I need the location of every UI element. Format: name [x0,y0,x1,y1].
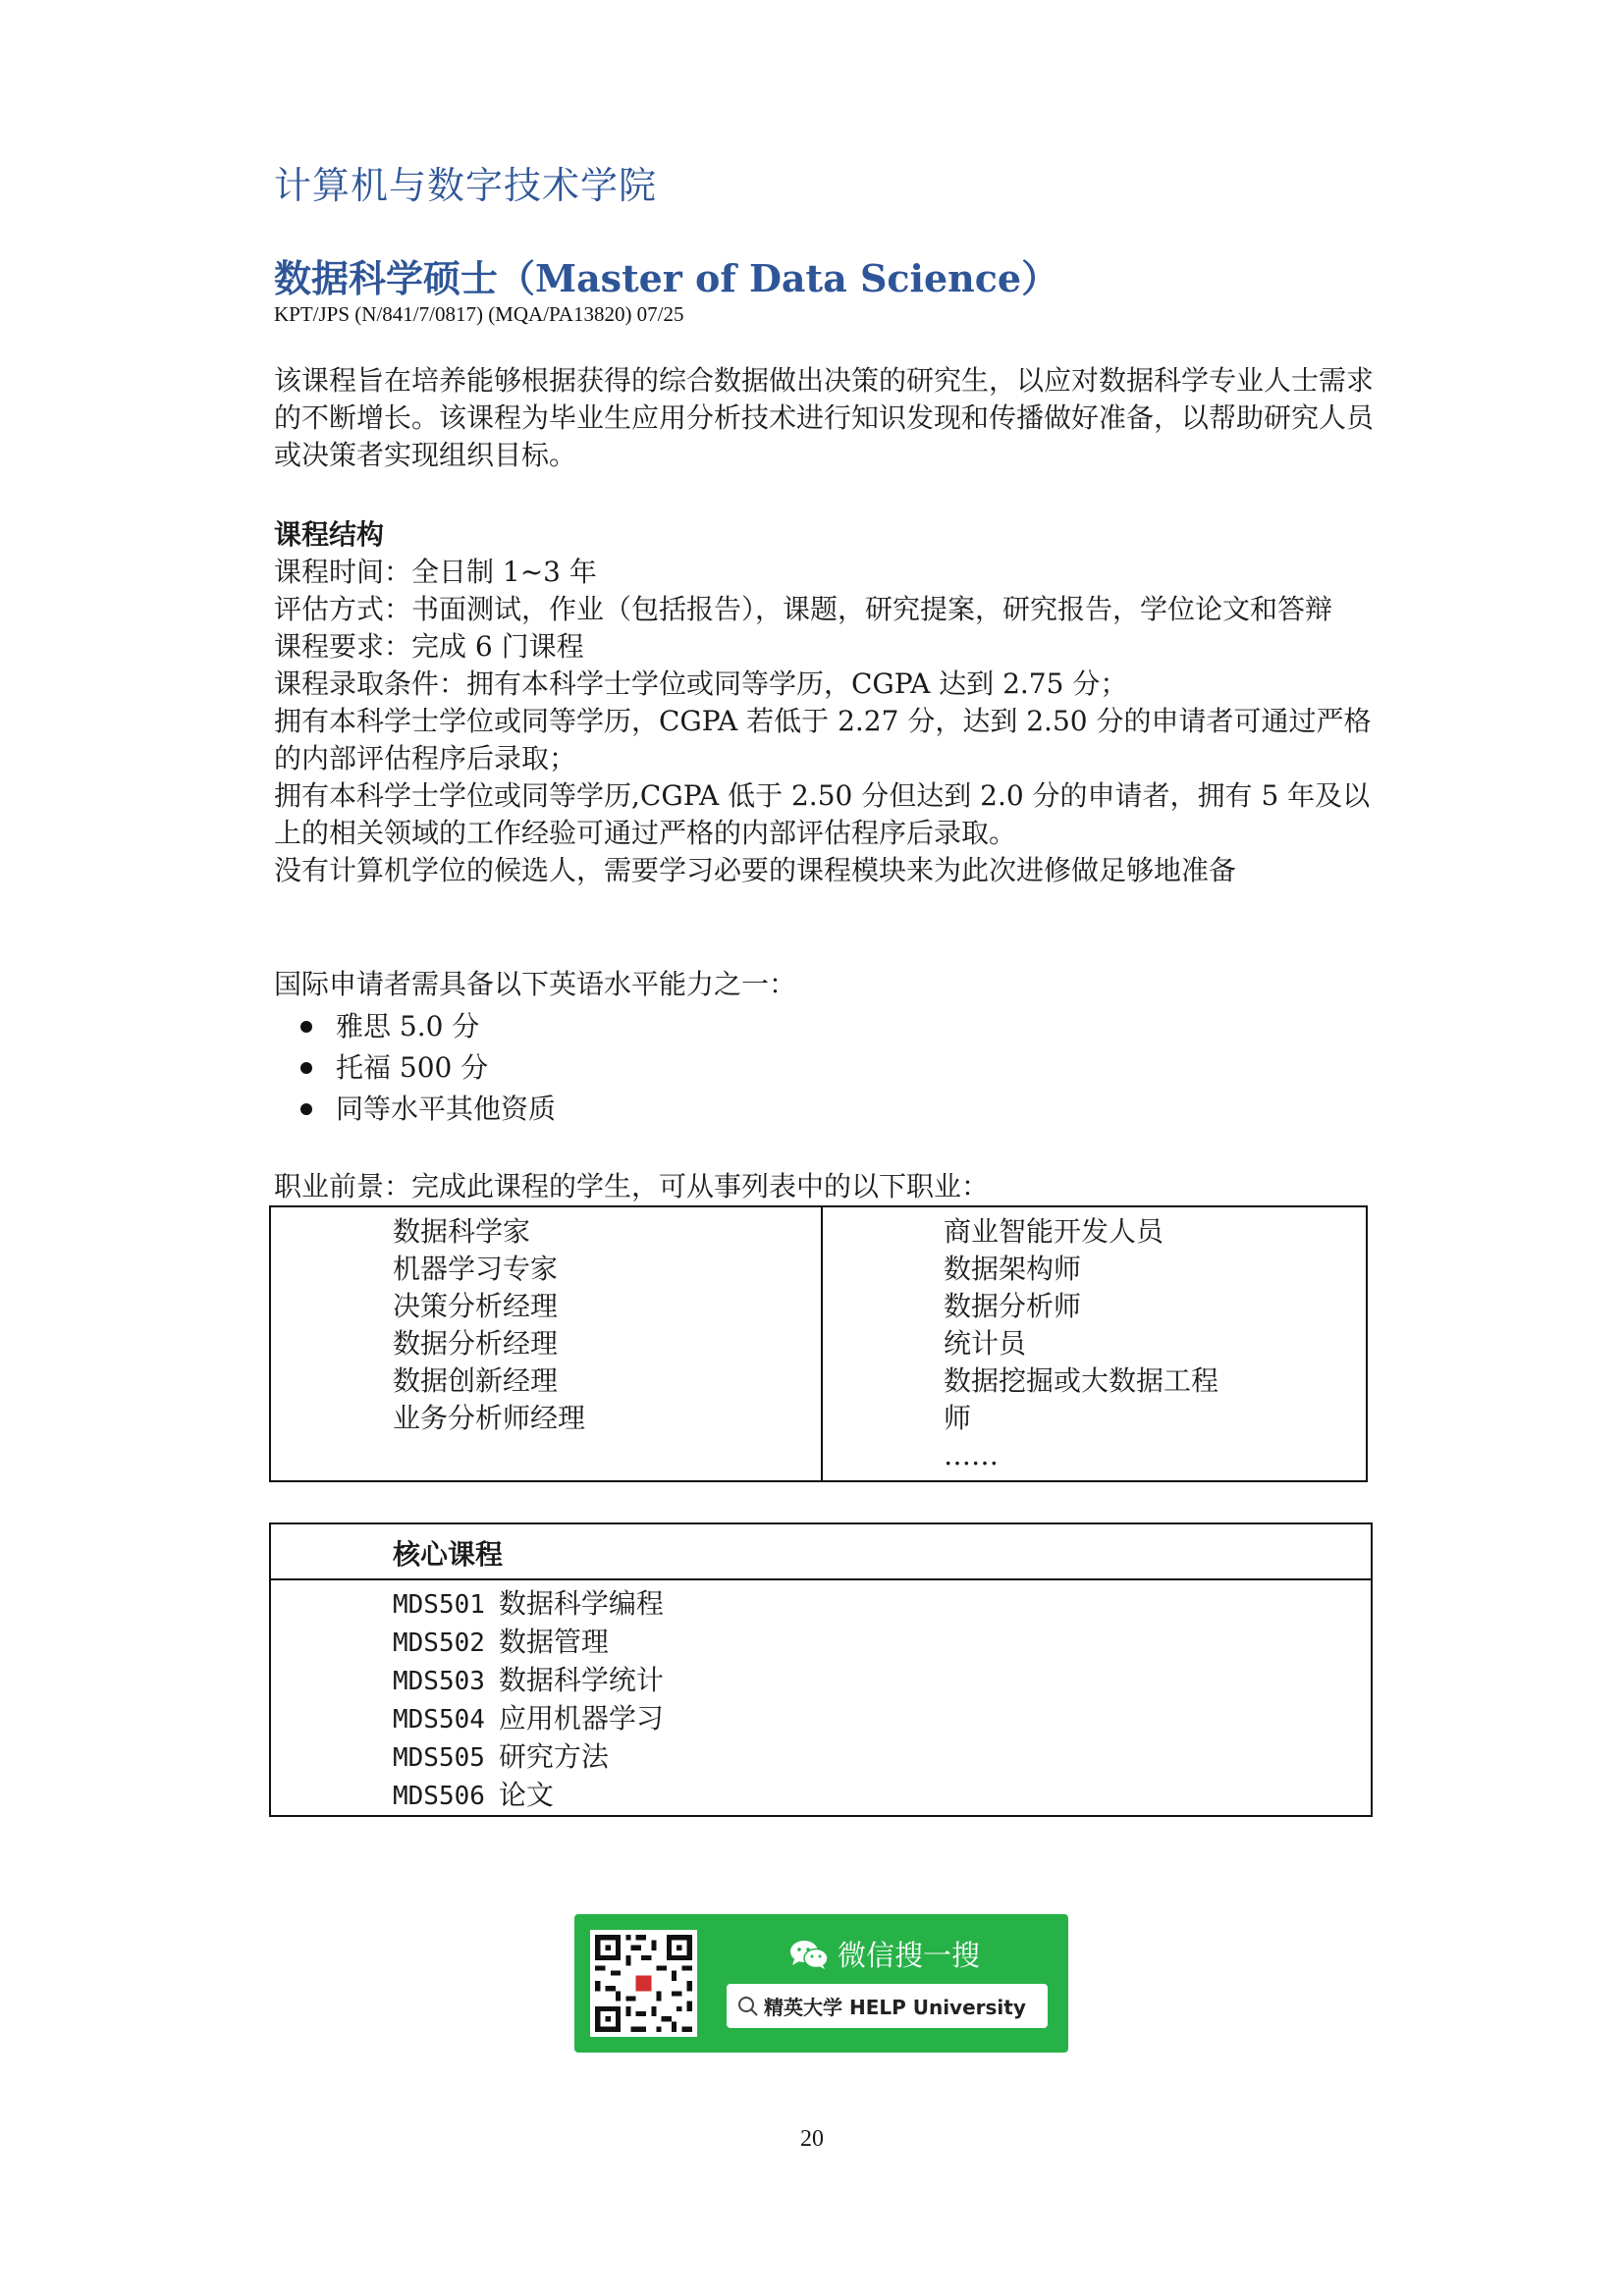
wechat-logo-icon [788,1939,830,1970]
list-item-label: 雅思 5.0 分 [336,1010,480,1042]
career-item: 数据科学家 [393,1215,531,1248]
career-column-right [944,1213,1218,1474]
qr-code-icon[interactable] [590,1930,697,2037]
search-icon [736,1995,760,2018]
search-query-text: 精英大学 HELP University [764,1996,1026,2019]
wechat-title-text: 微信搜一搜 [838,1939,981,1972]
career-item: 数据分析师 [944,1290,1082,1322]
course-row [393,1777,664,1815]
bullet-icon [300,1103,312,1115]
structure-line: 评估方式：书面测试，作业（包括报告），课题，研究提案，研究报告，学位论文和答辩 [274,593,1333,625]
career-table [269,1205,1368,1482]
program-intro: 该课程旨在培养能够根据获得的综合数据做出决策的研究生，以应对数据科学专业人士需求的不断增长。该课程为毕业生应用分析技术进行知识发现和传播做好准备，以帮助研究人员或决策者实现组织目标。 [274,364,1375,471]
course-name: 数据科学统计 [498,1664,664,1696]
approval-code: KPT/JPS (N/841/7/0817) (MQA/PA13820) 07/25 [274,302,684,326]
structure-line: 课程要求：完成 6 门课程 [274,630,584,663]
course-name: 研究方法 [498,1740,609,1773]
structure-title: 课程结构 [274,518,385,551]
career-item: …… [944,1439,999,1471]
course-code: MDS505 [393,1743,485,1773]
list-item [300,1006,556,1047]
career-item: 师 [944,1402,972,1434]
structure-line: 课程时间：全日制 1~3 年 [274,556,597,588]
list-item-label: 同等水平其他资质 [336,1093,557,1125]
career-item: 数据挖掘或大数据工程 [944,1364,1219,1397]
bullet-icon [300,1021,312,1033]
course-row [393,1738,664,1777]
course-code: MDS502 [393,1629,485,1658]
course-code: MDS501 [393,1590,485,1620]
course-code: MDS503 [393,1667,485,1696]
course-name: 数据管理 [498,1626,609,1658]
page-number: 20 [800,2126,824,2152]
core-courses-table [269,1522,1373,1817]
core-courses-header [271,1524,1371,1580]
course-row [393,1662,664,1700]
career-item: 统计员 [944,1327,1027,1360]
course-name: 数据科学编程 [498,1587,664,1620]
course-name: 应用机器学习 [498,1702,664,1735]
structure-line: 拥有本科学士学位或同等学历,CGPA 低于 2.50 分但达到 2.0 分的申请者，拥有 5 年及以上的相关领域的工作经验可通过严格的内部评估程序后录取。 [274,779,1371,849]
career-prospects-label: 职业前景：完成此课程的学生，可从事列表中的以下职业： [274,1170,990,1202]
list-item [300,1047,556,1089]
core-courses-title: 核心课程 [393,1538,504,1571]
career-item: 商业智能开发人员 [944,1215,1164,1248]
career-item: 数据架构师 [944,1253,1082,1285]
wechat-search-input[interactable] [727,1984,1048,2028]
career-item: 数据分析经理 [393,1327,559,1360]
structure-line: 课程录取条件：拥有本科学士学位或同等学历，CGPA 达到 2.75 分； [274,667,1128,700]
course-row [393,1624,664,1662]
course-row [393,1700,664,1738]
course-code: MDS506 [393,1782,485,1811]
english-requirement-intro: 国际申请者需具备以下英语水平能力之一： [274,968,797,1000]
list-item-label: 托福 500 分 [336,1051,489,1084]
degree-title: 数据科学硕士（Master of Data Science） [274,256,1059,300]
list-item [300,1089,556,1130]
course-code: MDS504 [393,1705,485,1735]
course-structure [274,516,1374,889]
career-column-left [393,1213,585,1437]
table-divider [821,1207,823,1480]
structure-line: 没有计算机学位的候选人，需要学习必要的课程模块来为此次进修做足够地准备 [274,854,1237,886]
wechat-title [788,1934,980,1974]
structure-line: 拥有本科学士学位或同等学历，CGPA 若低于 2.27 分，达到 2.50 分的申请者可通过严格的内部评估程序后录取； [274,705,1372,774]
course-name: 论文 [498,1779,554,1811]
career-item: 业务分析师经理 [393,1402,586,1434]
english-requirement-list [300,1006,556,1130]
bullet-icon [300,1062,312,1074]
career-item: 数据创新经理 [393,1364,559,1397]
career-item: 决策分析经理 [393,1290,559,1322]
wechat-search-banner[interactable] [574,1914,1068,2053]
faculty-heading: 计算机与数字技术学院 [274,164,658,207]
course-row [393,1585,664,1624]
career-item: 机器学习专家 [393,1253,559,1285]
core-courses-list [393,1585,664,1815]
